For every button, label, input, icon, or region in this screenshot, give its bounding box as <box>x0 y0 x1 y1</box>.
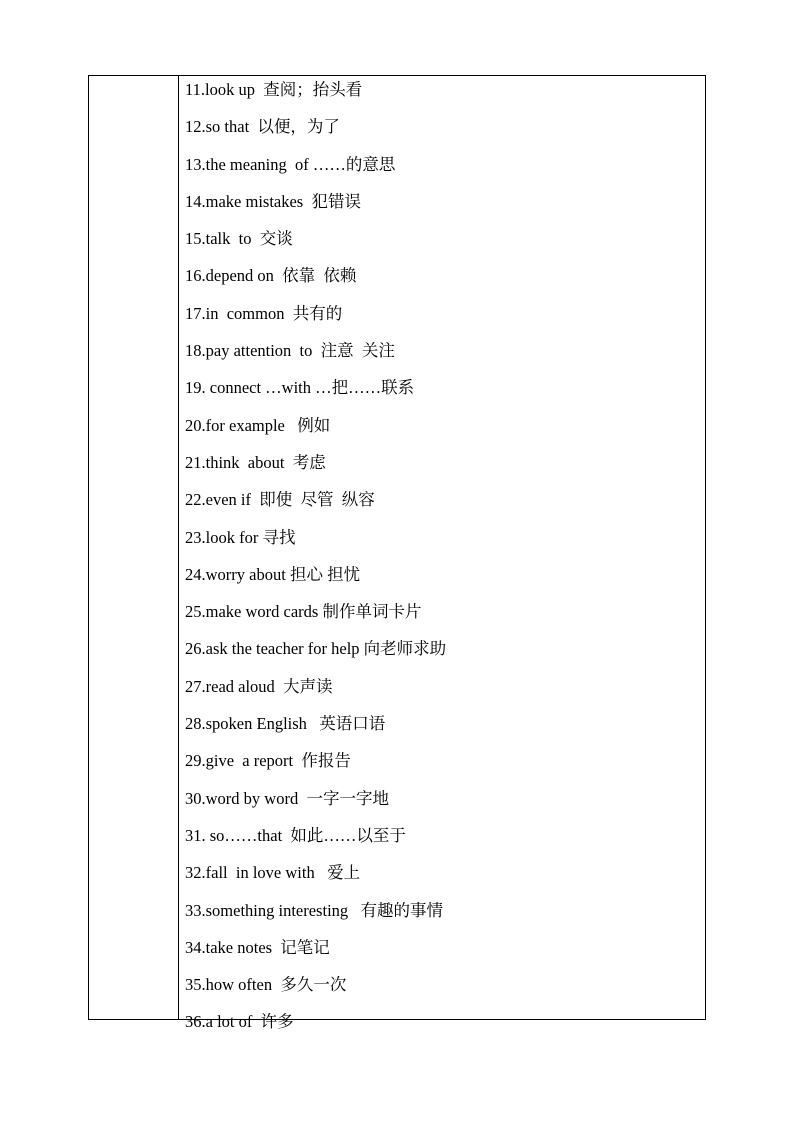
phrase-list <box>185 76 446 1045</box>
phrase-entry: 14.make mistakes 犯错误 <box>185 191 361 211</box>
phrase-cell <box>179 76 705 1032</box>
phrase-entry: 17.in common 共有的 <box>185 303 343 323</box>
phrase-entry: 19. connect …with …把……联系 <box>185 378 415 398</box>
phrase-entry: 31. so……that 如此……以至于 <box>185 825 406 845</box>
phrase-entry: 13.the meaning of ……的意思 <box>185 154 396 174</box>
phrase-entry: 20.for example 例如 <box>185 415 331 435</box>
phrase-entry: 34.take notes 记笔记 <box>185 937 330 957</box>
phrase-table <box>88 75 706 1032</box>
phrase-entry: 24.worry about 担心 担忧 <box>185 564 361 584</box>
phrase-entry: 21.think about 考虑 <box>185 452 326 472</box>
phrase-entry: 15.talk to 交谈 <box>185 229 293 249</box>
phrase-entry: 22.even if 即使 尽管 纵容 <box>185 490 375 510</box>
phrase-entry: 23.look for 寻找 <box>185 527 296 547</box>
phrase-entry: 12.so that 以便，为了 <box>185 117 340 137</box>
phrase-entry: 36.a lot of 许多 <box>185 1012 294 1032</box>
phrase-entry: 25.make word cards 制作单词卡片 <box>185 602 422 622</box>
phrase-entry: 30.word by word 一字一字地 <box>185 788 389 808</box>
phrase-entry: 32.fall in love with 爱上 <box>185 863 361 883</box>
phrase-entry: 33.something interesting 有趣的事情 <box>185 900 444 920</box>
phrase-entry: 11.look up 查阅；抬头看 <box>185 80 363 99</box>
phrase-entry: 35.how often 多久一次 <box>185 975 347 995</box>
phrase-entry: 26.ask the teacher for help 向老师求助 <box>185 639 447 659</box>
phrase-entry: 16.depend on 依靠 依赖 <box>185 266 357 286</box>
phrase-entry: 29.give a report 作报告 <box>185 751 351 771</box>
empty-left-cell <box>89 76 178 1019</box>
phrase-entry: 28.spoken English 英语口语 <box>185 714 386 734</box>
phrase-entry: 18.pay attention to 注意 关注 <box>185 341 395 361</box>
phrase-entry: 27.read aloud 大声读 <box>185 676 333 696</box>
